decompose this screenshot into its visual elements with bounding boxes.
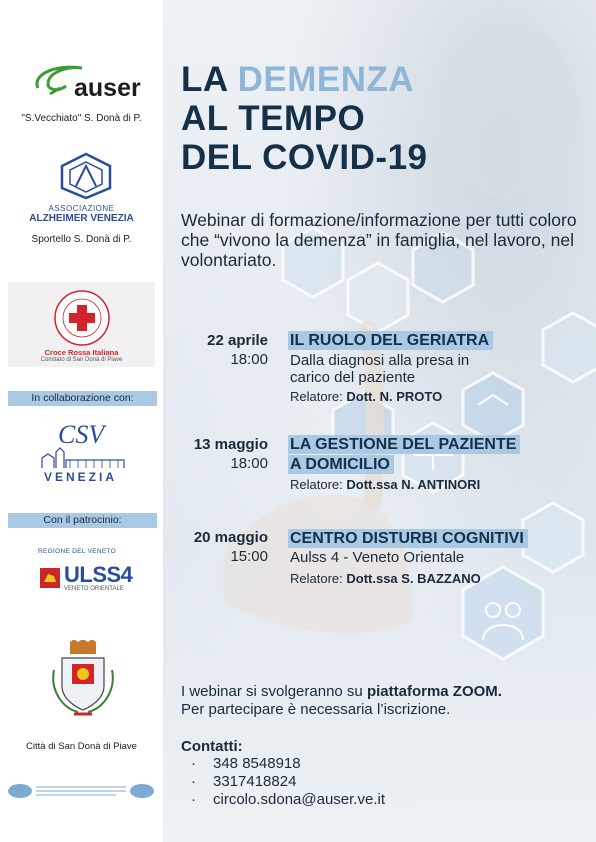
- session-2-date: 13 maggio: [193, 436, 268, 453]
- alzheimer-caption: Sportello S. Donà di P.: [31, 234, 132, 245]
- session-1-speaker: [290, 389, 442, 405]
- session-3-date: 20 maggio: [193, 529, 268, 546]
- zoom-note-registration: Per partecipare è necessaria l’iscrizione.: [181, 701, 451, 718]
- ulss-wordmark: ULSS4: [64, 562, 133, 587]
- alzheimer-logo: [56, 152, 116, 200]
- sidebar: [0, 0, 163, 842]
- session-3-subtitle: Aulss 4 - Veneto Orientale: [290, 549, 465, 566]
- contact-phone-1[interactable]: [191, 755, 301, 773]
- session-3-speaker: [290, 571, 481, 587]
- session-1-time: 18:00: [230, 351, 268, 368]
- session-2-title-line-2: [288, 456, 394, 474]
- collaboration-label: In collaborazione con:: [8, 391, 157, 406]
- bullet-icon: ·: [191, 755, 196, 772]
- cri-logo-box: [8, 282, 155, 367]
- red-cross-icon: [52, 288, 112, 348]
- csv-wordmark: CSV: [58, 420, 105, 449]
- session-3-title: [288, 530, 528, 548]
- title-line-1-pre: LA: [181, 60, 238, 99]
- session-3-speaker-name: Dott.ssa S. BAZZANO: [346, 571, 481, 586]
- session-1-speaker-label: Relatore:: [290, 389, 347, 404]
- bullet-icon: ·: [191, 773, 196, 790]
- lion-flag-icon: [40, 568, 60, 588]
- session-1-speaker-name: Dott. N. PROTO: [346, 389, 443, 404]
- zoom-note-pre: I webinar si svolgeranno su: [181, 683, 367, 700]
- contact-phone-1-text: 348 8548918: [213, 755, 301, 772]
- zoom-note: [181, 683, 502, 719]
- csv-logo: [40, 420, 125, 486]
- session-1-subtitle: Dalla diagnosi alla presa in carico del paziente: [290, 352, 470, 386]
- alzheimer-line1: ASSOCIAZIONE: [48, 204, 115, 213]
- ulss-caption: VENETO ORIENTALE: [64, 586, 124, 592]
- contact-phone-2[interactable]: [191, 773, 296, 791]
- bullet-icon: ·: [191, 791, 196, 808]
- session-2-speaker-label: Relatore:: [290, 477, 347, 492]
- contact-email-text: circolo.sdona@auser.ve.it: [213, 791, 385, 808]
- cri-committee: Comitato di San Donà di Piave: [40, 357, 123, 363]
- session-2-title-text-1: LA GESTIONE DEL PAZIENTE: [288, 435, 520, 454]
- city-caption: Città di San Donà di Piave: [26, 741, 137, 752]
- contacts-heading: Contatti:: [181, 738, 243, 755]
- title-line-1: [181, 62, 414, 98]
- contact-email[interactable]: [191, 791, 385, 809]
- session-1-title-text: IL RUOLO DEL GERIATRA: [288, 331, 493, 350]
- auser-wordmark: auser: [74, 74, 141, 102]
- ulss-logo: [38, 548, 138, 596]
- session-3-time: 15:00: [230, 548, 268, 565]
- session-3-speaker-label: Relatore:: [290, 571, 347, 586]
- intro-text: Webinar di formazione/informazione per tutti coloro che “vivono la demenza” in famiglia, nel lavoro, nel volontariato.: [181, 210, 577, 270]
- auser-caption: "S.Vecchiato" S. Donà di P.: [21, 113, 142, 124]
- session-2-title-text-2: A DOMICILIO: [288, 455, 394, 474]
- association-banner-icon: [6, 782, 156, 800]
- session-2-title-line-1: [288, 436, 520, 454]
- hexagon-logo-icon: [56, 152, 116, 200]
- zoom-note-platform: piattaforma ZOOM.: [366, 683, 502, 700]
- session-1-title: [288, 332, 493, 350]
- title-accent-word: DEMENZA: [237, 60, 415, 99]
- auser-logo: [30, 62, 145, 102]
- title-line-3: DEL COVID-19: [181, 138, 428, 177]
- session-2-speaker: [290, 477, 480, 493]
- session-2-speaker-name: Dott.ssa N. ANTINORI: [346, 477, 481, 492]
- city-skyline-icon: [40, 446, 125, 470]
- session-3-title-text: CENTRO DISTURBI COGNITIVI: [288, 529, 528, 548]
- session-1-date: 22 aprile: [207, 332, 268, 349]
- title-line-2: AL TEMPO: [181, 99, 366, 138]
- contact-phone-2-text: 3317418824: [213, 773, 297, 790]
- cri-name: Croce Rossa Italiana: [44, 348, 119, 357]
- regione-label: REGIONE DEL VENETO: [38, 548, 117, 555]
- alzheimer-line2: ALZHEIMER VENEZIA: [29, 213, 134, 224]
- csv-caption: VENEZIA: [44, 470, 118, 484]
- coat-of-arms-icon: [48, 640, 118, 720]
- main-panel: [163, 0, 596, 842]
- patronage-label: Con il patrocinio:: [8, 513, 157, 528]
- session-2-time: 18:00: [230, 455, 268, 472]
